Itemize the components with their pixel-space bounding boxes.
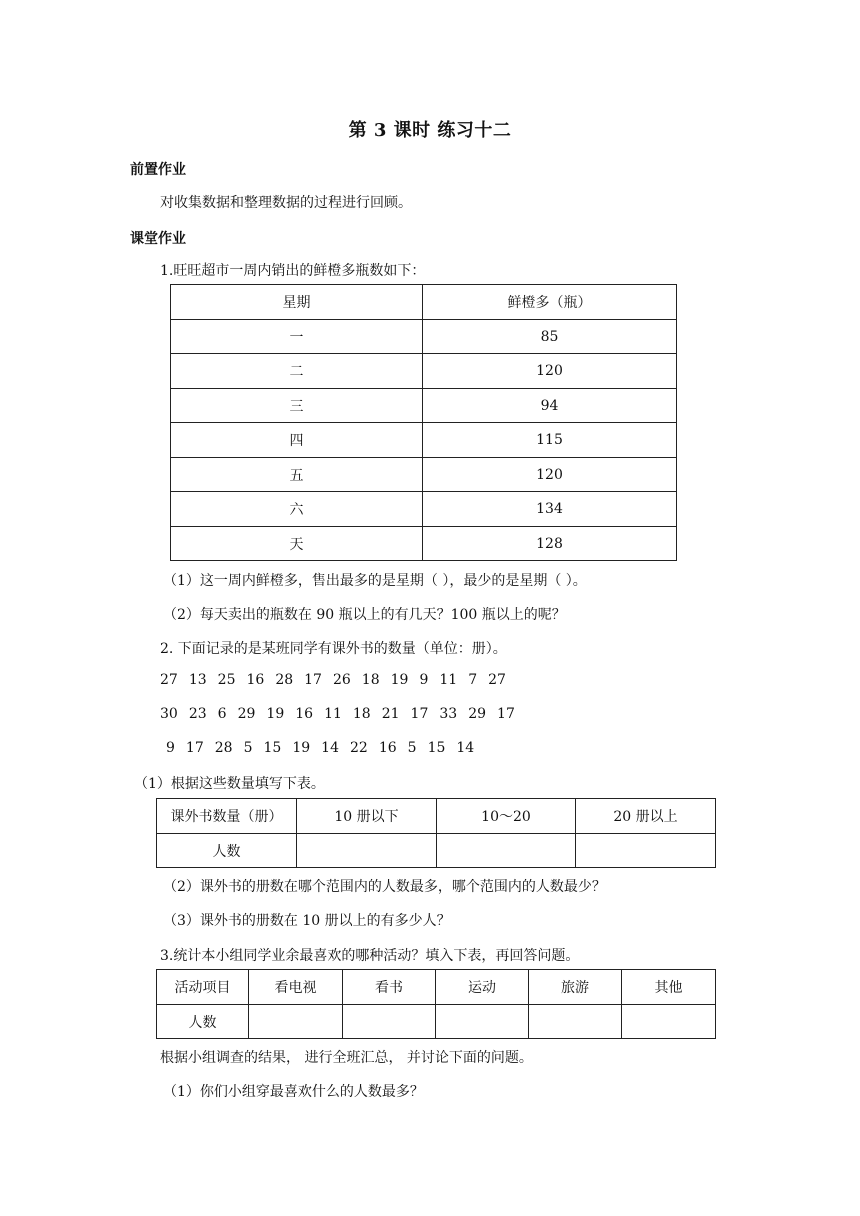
list-item: 17 [304,672,322,688]
list-item: 25 [217,672,236,688]
empty-answer-cell[interactable] [437,834,576,868]
class-homework-heading: 课堂作业 [130,231,186,247]
q2-sub1: （1）根据这些数量填写下表。 [134,776,325,792]
header-cell-bottles: 鲜橙多（瓶） [423,285,677,320]
page-title: 第 3 课时 练习十二 [348,120,512,141]
table-row [171,389,677,423]
q2-sub2: （2）课外书的册数在哪个范围内的人数最多，哪个范围内的人数最少？ [163,879,606,895]
bottles-cell: 94 [423,389,677,423]
list-item: 17 [185,740,204,756]
list-item: 19 [390,672,409,688]
list-item: 16 [378,740,397,756]
table-row [171,458,677,492]
q1-sub2: （2）每天卖出的瓶数在 90 瓶以上的有几天？100 瓶以上的呢？ [163,607,566,623]
list-item: 30 [160,706,178,722]
empty-answer-cell[interactable] [622,1005,716,1039]
list-item: 21 [381,706,400,722]
q2-sub3: （3）课外书的册数在 10 册以上的有多少人？ [163,913,451,929]
bottles-cell: 120 [423,458,677,492]
list-item: 29 [237,706,256,722]
table-row [171,354,677,389]
list-item: 14 [456,740,475,756]
list-item: 7 [468,672,478,688]
q1-sub1: （1）这一周内鲜橙多，售出最多的是星期（ ），最少的是星期（ ）。 [163,573,587,589]
list-item: 5 [407,740,417,756]
list-item: 17 [497,706,515,722]
table-row [171,320,677,354]
empty-answer-cell[interactable] [343,1005,436,1039]
empty-answer-cell[interactable] [249,1005,343,1039]
list-item: 28 [214,740,233,756]
empty-answer-cell[interactable] [436,1005,529,1039]
weekday-cell: 一 [171,320,423,354]
list-item: 17 [410,706,429,722]
list-item: 22 [349,740,368,756]
q3-sub1: （1）你们小组穿最喜欢什么的人数最多？ [163,1084,424,1100]
q2-prompt: 2. 下面记录的是某班同学有课外书的数量（单位：册）。 [160,641,507,657]
header-cell-travel: 旅游 [529,970,622,1005]
list-item: 14 [321,740,339,756]
list-item: 5 [243,740,253,756]
list-item: 19 [292,740,311,756]
list-item: 18 [352,706,371,722]
q3-activity-table [156,969,716,1039]
list-item: 15 [263,740,282,756]
table-header-row [157,970,716,1005]
table-header-row [157,799,716,834]
weekday-cell: 二 [171,354,423,389]
list-item: 27 [160,672,178,688]
list-item: 6 [217,706,227,722]
list-item: 26 [332,672,351,688]
weekday-cell: 五 [171,458,423,492]
row-label-people: 人数 [157,1005,249,1039]
list-item: 16 [246,672,265,688]
pre-homework-heading: 前置作业 [130,162,186,178]
list-item: 29 [468,706,487,722]
empty-answer-cell[interactable] [529,1005,622,1039]
q3-prompt: 3.统计本小组同学业余最喜欢的哪种活动？填入下表，再回答问题。 [160,948,580,964]
list-item: 13 [188,672,207,688]
q2-number-row-2 [160,706,526,722]
table-row [171,423,677,458]
list-item: 18 [361,672,380,688]
list-item: 16 [295,706,314,722]
header-cell-10-to-20: 10～20 [437,799,576,834]
bottles-cell: 128 [423,527,677,561]
table-row [171,492,677,527]
weekday-cell: 六 [171,492,423,527]
list-item: 11 [439,672,458,688]
bottles-cell: 115 [423,423,677,458]
pre-homework-text: 对收集数据和整理数据的过程进行回顾。 [160,195,412,211]
weekday-cell: 三 [171,389,423,423]
q2-number-row-3 [166,740,485,756]
row-label-people: 人数 [157,834,297,868]
bottles-cell: 120 [423,354,677,389]
header-cell-tv: 看电视 [249,970,343,1005]
list-item: 27 [488,672,506,688]
header-cell-weekday: 星期 [171,285,423,320]
header-cell-other: 其他 [622,970,716,1005]
q3-follow-text: 根据小组调查的结果， 进行全班汇总， 并讨论下面的问题。 [160,1050,533,1066]
list-item: 23 [188,706,207,722]
table-header-row [171,285,677,320]
q1-prompt: 1.旺旺超市一周内销出的鲜橙多瓶数如下： [160,263,426,279]
header-cell-under-10: 10 册以下 [297,799,437,834]
q1-sales-table [170,284,677,561]
list-item: 28 [275,672,294,688]
q2-books-table [156,798,716,868]
empty-answer-cell[interactable] [576,834,716,868]
header-cell-reading: 看书 [343,970,436,1005]
empty-answer-cell[interactable] [297,834,437,868]
header-cell-over-20: 20 册以上 [576,799,716,834]
list-item: 33 [439,706,458,722]
weekday-cell: 天 [171,527,423,561]
list-item: 15 [427,740,446,756]
list-item: 11 [324,706,342,722]
table-row [157,834,716,868]
q2-number-row-1 [160,672,517,688]
table-row [171,527,677,561]
header-cell-activity: 活动项目 [157,970,249,1005]
bottles-cell: 134 [423,492,677,527]
list-item: 9 [166,740,175,756]
bottles-cell: 85 [423,320,677,354]
list-item: 19 [266,706,285,722]
weekday-cell: 四 [171,423,423,458]
table-row [157,1005,716,1039]
list-item: 9 [419,672,429,688]
header-cell-book-count: 课外书数量（册） [157,799,297,834]
header-cell-sports: 运动 [436,970,529,1005]
